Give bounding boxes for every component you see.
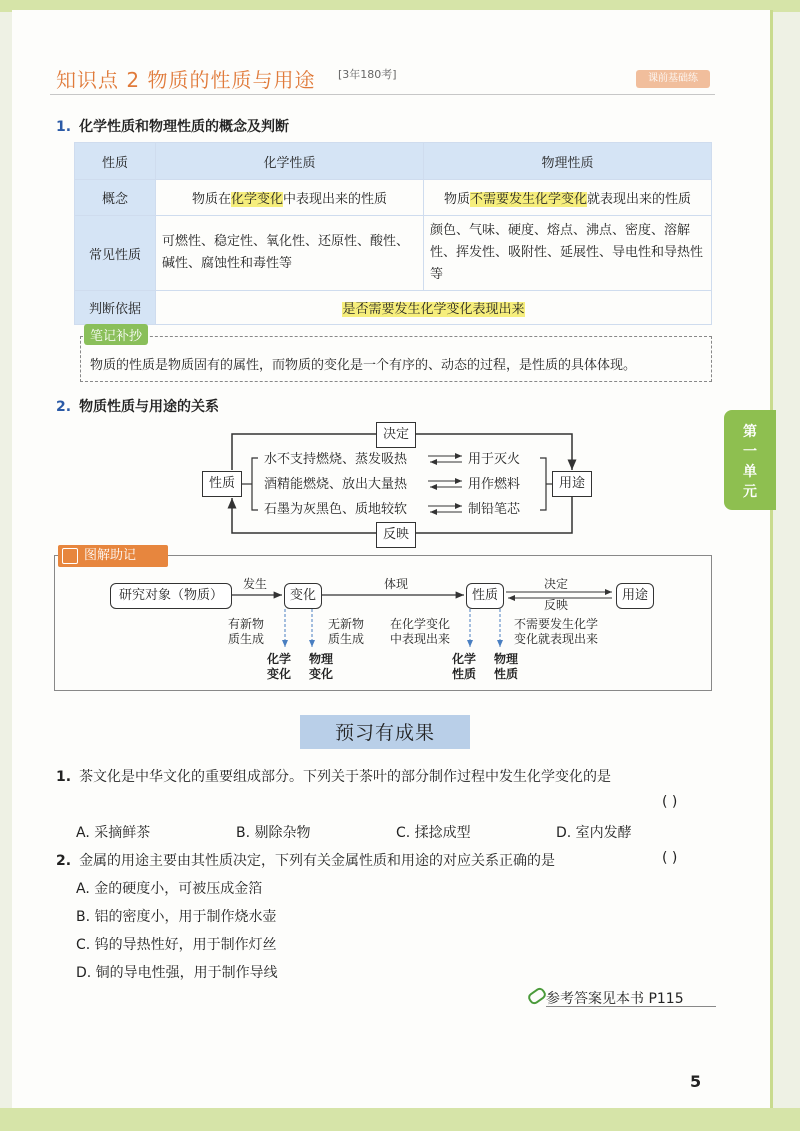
note-without-chemical-change: 不需要发生化学 变化就表现出来 — [514, 617, 599, 646]
row-label: 判断依据 — [75, 291, 156, 325]
answer-reference: 参考答案见本书 P115 — [546, 991, 684, 1007]
pencil-icon — [62, 548, 78, 564]
exam-frequency: [3年180考] — [338, 68, 397, 81]
label-occur: 发生 — [243, 577, 268, 591]
header-divider — [50, 94, 715, 95]
leaf-physical-property: 物理 性质 — [494, 652, 519, 681]
question-1-paren: ( ) — [662, 794, 678, 810]
unit-tab: 第 一 单 元 — [724, 410, 776, 510]
header-cell: 化学性质 — [156, 143, 424, 180]
q1-option-c: C. 揉捻成型 — [396, 825, 471, 841]
header-cell: 物理性质 — [424, 143, 712, 180]
leaf-chemical-change: 化学 变化 — [267, 652, 292, 681]
decide-box: 决定 — [376, 422, 416, 448]
note-tag: 笔记补抄 — [84, 324, 148, 345]
q1-option-b: B. 剔除杂物 — [236, 825, 311, 841]
q2-option-a: A. 金的硬度小，可被压成金箔 — [76, 881, 263, 897]
property-box-2: 性质 — [466, 583, 504, 609]
relation-use-3: 制铅笔芯 — [468, 502, 521, 517]
relation-prop-1: 水不支持燃烧、蒸发吸热 — [264, 452, 408, 467]
relation-prop-2: 酒精能燃烧、放出大量热 — [264, 477, 408, 492]
table-row — [75, 216, 712, 291]
table-row — [75, 291, 712, 325]
note-new-substance: 有新物 质生成 — [228, 617, 265, 646]
table-cell: 物质在化学变化中表现出来的性质 — [156, 180, 424, 216]
leaf-chemical-property: 化学 性质 — [452, 652, 477, 681]
property-box: 性质 — [202, 471, 242, 497]
relation-prop-3: 石墨为灰黑色、质地较软 — [264, 502, 408, 517]
q2-option-d: D. 铜的导电性强，用于制作导线 — [76, 965, 278, 981]
subheading-1: 1. 化学性质和物理性质的概念及判断 — [56, 119, 290, 135]
question-2: 2. 金属的用途主要由其性质决定，下列有关金属性质和用途的对应关系正确的是 — [56, 853, 556, 869]
answer-underline — [546, 1006, 716, 1007]
row-label: 概念 — [75, 180, 156, 216]
subheading-2: 2. 物质性质与用途的关系 — [56, 399, 220, 415]
table-header-row — [75, 143, 712, 180]
relation-use-2: 用作燃料 — [468, 477, 521, 492]
header-cell: 性质 — [75, 143, 156, 180]
q1-option-d: D. 室内发酵 — [556, 825, 632, 841]
q2-option-b: B. 铝的密度小，用于制作烧水壶 — [76, 909, 277, 925]
page-number: 5 — [690, 1072, 702, 1091]
question-2-paren: ( ) — [662, 850, 678, 866]
reflect-box: 反映 — [376, 522, 416, 548]
study-object-box: 研究对象（物质） — [110, 583, 232, 609]
table-cell: 可燃性、稳定性、氧化性、还原性、酸性、碱性、腐蚀性和毒性等 — [156, 216, 424, 291]
table-cell: 是否需要发生化学变化表现出来 — [156, 291, 712, 325]
change-box: 变化 — [284, 583, 322, 609]
label-embody: 体现 — [384, 577, 409, 591]
q1-option-a: A. 采摘鲜茶 — [76, 825, 151, 841]
use-box-2: 用途 — [616, 583, 654, 609]
label-decide: 决定 — [544, 577, 569, 591]
leaf-physical-change: 物理 变化 — [309, 652, 334, 681]
header-badge: 课前基础练 — [636, 70, 710, 88]
row-label: 常见性质 — [75, 216, 156, 291]
label-reflect: 反映 — [544, 598, 569, 612]
table-cell: 颜色、气味、硬度、熔点、沸点、密度、溶解性、挥发性、吸附性、延展性、导电性和导热性等 — [424, 216, 712, 291]
relation-use-1: 用于灭火 — [468, 452, 521, 467]
use-box: 用途 — [552, 471, 592, 497]
q2-option-c: C. 钨的导热性好，用于制作灯丝 — [76, 937, 277, 953]
preview-title: 预习有成果 — [334, 722, 435, 744]
table-cell: 物质不需要发生化学变化就表现出来的性质 — [424, 180, 712, 216]
property-table — [74, 142, 712, 325]
section-title: 知识点 2 物质的性质与用途 — [56, 68, 316, 92]
note-no-new-substance: 无新物 质生成 — [328, 617, 365, 646]
note-in-chemical-change: 在化学变化 中表现出来 — [390, 617, 451, 646]
question-1: 1. 茶文化是中华文化的重要组成部分。下列关于茶叶的部分制作过程中发生化学变化的是 — [56, 769, 612, 785]
bottom-border — [0, 1108, 800, 1131]
note-text: 物质的性质是物质固有的属性，而物质的变化是一个有序的、动态的过程，是性质的具体体现。 — [90, 358, 637, 373]
table-row — [75, 180, 712, 216]
diagram-aid-tag: 图解助记 — [58, 545, 168, 567]
